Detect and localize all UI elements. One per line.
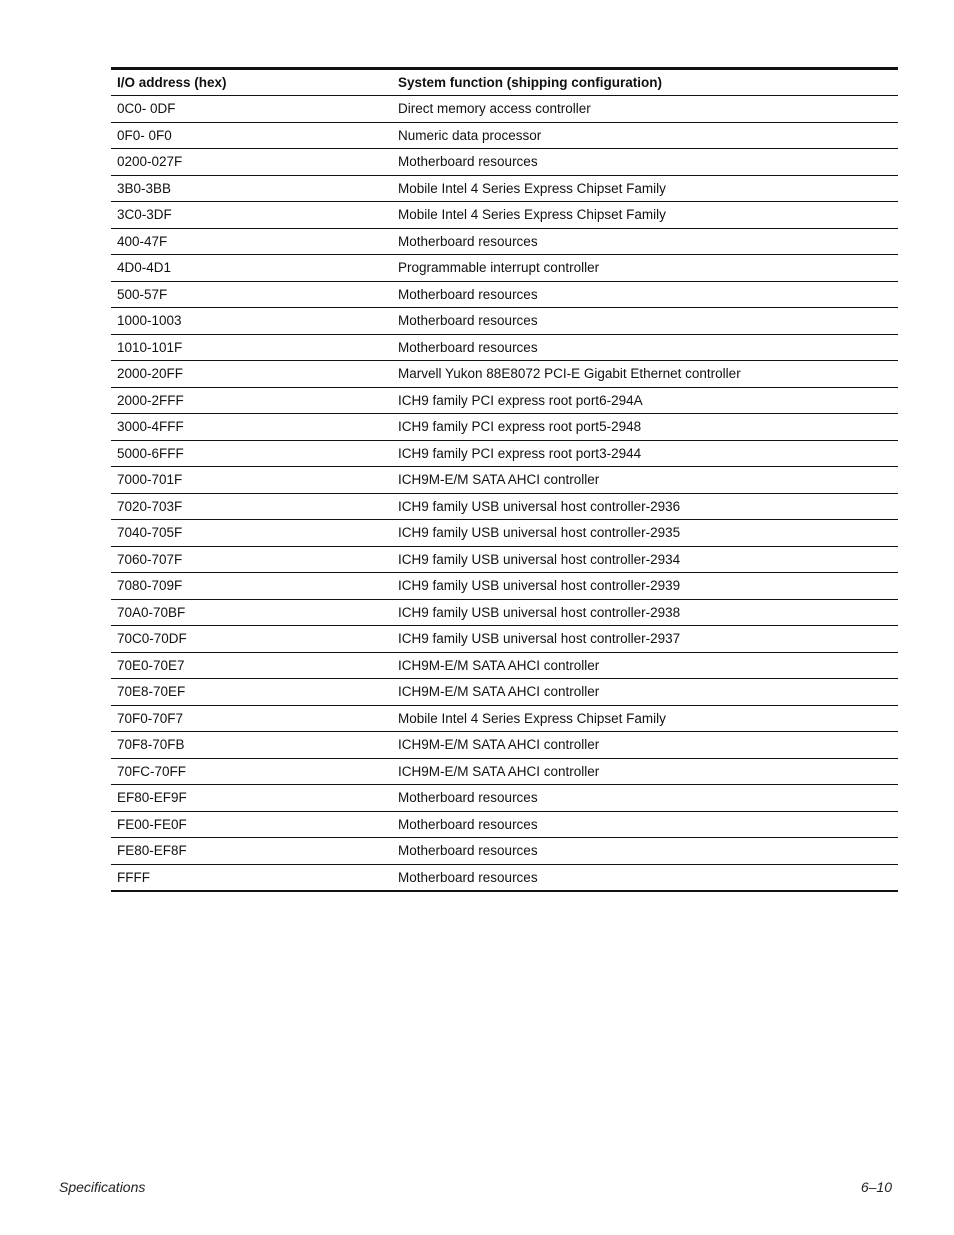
- io-address-cell: 7000-701F: [117, 472, 183, 488]
- io-address-cell: FE80-EF8F: [117, 843, 187, 859]
- table-row: [111, 838, 898, 865]
- system-function-cell: ICH9 family PCI express root port5-2948: [398, 419, 642, 435]
- system-function-cell: ICH9 family USB universal host controller-2937: [398, 631, 681, 647]
- io-address-cell: 7060-707F: [117, 551, 183, 567]
- io-address-cell: 70E0-70E7: [117, 657, 185, 673]
- table-row: [111, 149, 898, 176]
- io-address-cell: 70E8-70EF: [117, 684, 186, 700]
- io-address-cell: FE00-FE0F: [117, 816, 187, 832]
- table-row: [111, 467, 898, 494]
- table-row: [111, 573, 898, 600]
- system-function-cell: Numeric data processor: [398, 127, 542, 143]
- table-row: [111, 440, 898, 467]
- table-row: [111, 175, 898, 202]
- io-address-cell: FFFF: [117, 869, 150, 885]
- system-function-cell: ICH9M-E/M SATA AHCI controller: [398, 737, 600, 753]
- system-function-cell: Mobile Intel 4 Series Express Chipset Family: [398, 207, 666, 223]
- system-function-cell: Motherboard resources: [398, 339, 538, 355]
- system-function-cell: Motherboard resources: [398, 154, 538, 170]
- io-address-cell: 5000-6FFF: [117, 445, 184, 461]
- system-function-cell: Mobile Intel 4 Series Express Chipset Family: [398, 710, 666, 726]
- system-function-cell: Motherboard resources: [398, 843, 538, 859]
- io-address-cell: 4D0-4D1: [117, 260, 172, 276]
- io-address-cell: 500-57F: [117, 286, 168, 302]
- table-row: [111, 705, 898, 732]
- system-function-cell: ICH9 family USB universal host controller-2939: [398, 578, 681, 594]
- table-row: [111, 255, 898, 282]
- table-row: [111, 626, 898, 653]
- system-function-cell: ICH9 family PCI express root port6-294A: [398, 392, 643, 408]
- io-address-cell: 0F0- 0F0: [117, 127, 172, 143]
- system-function-cell: ICH9M-E/M SATA AHCI controller: [398, 472, 600, 488]
- table-body: [111, 96, 898, 892]
- table-row: [111, 652, 898, 679]
- table-row: [111, 599, 898, 626]
- system-function-cell: ICH9 family USB universal host controller-2936: [398, 498, 681, 514]
- system-function-cell: ICH9 family PCI express root port3-2944: [398, 445, 642, 461]
- table-row: [111, 546, 898, 573]
- io-address-cell: 3000-4FFF: [117, 419, 184, 435]
- table-row: [111, 281, 898, 308]
- table-row: [111, 785, 898, 812]
- table-row: [111, 334, 898, 361]
- system-function-cell: Motherboard resources: [398, 313, 538, 329]
- system-function-cell: ICH9M-E/M SATA AHCI controller: [398, 657, 600, 673]
- table-row: [111, 864, 898, 891]
- system-function-cell: Marvell Yukon 88E8072 PCI-E Gigabit Ethernet controller: [398, 366, 741, 382]
- system-function-cell: Motherboard resources: [398, 286, 538, 302]
- io-address-cell: 0C0- 0DF: [117, 101, 176, 117]
- table-row: [111, 228, 898, 255]
- table-row: [111, 493, 898, 520]
- table-row: [111, 202, 898, 229]
- column-header-io-address: I/O address (hex): [117, 75, 227, 90]
- table-header-row: [111, 69, 898, 96]
- io-address-cell: 70C0-70DF: [117, 631, 187, 647]
- io-address-cell: 2000-20FF: [117, 366, 184, 382]
- system-function-cell: Programmable interrupt controller: [398, 260, 600, 276]
- table-row: [111, 122, 898, 149]
- table-row: [111, 96, 898, 123]
- system-function-cell: Motherboard resources: [398, 790, 538, 806]
- system-function-cell: ICH9 family USB universal host controller-2935: [398, 525, 681, 541]
- system-function-cell: Motherboard resources: [398, 816, 538, 832]
- io-address-cell: 400-47F: [117, 233, 168, 249]
- footer-section-title: Specifications: [59, 1179, 146, 1195]
- table-row: [111, 679, 898, 706]
- page-number: 6–10: [860, 1179, 892, 1195]
- table-row: [111, 811, 898, 838]
- io-address-cell: 70FC-70FF: [117, 763, 187, 779]
- table-row: [111, 414, 898, 441]
- table-row: [111, 758, 898, 785]
- table-row: [111, 308, 898, 335]
- system-function-cell: ICH9M-E/M SATA AHCI controller: [398, 684, 600, 700]
- io-address-table: [111, 67, 898, 892]
- io-address-cell: 7020-703F: [117, 498, 183, 514]
- io-address-cell: 3B0-3BB: [117, 180, 172, 196]
- system-function-cell: Mobile Intel 4 Series Express Chipset Family: [398, 180, 666, 196]
- io-address-cell: 7080-709F: [117, 578, 183, 594]
- io-address-cell: 70A0-70BF: [117, 604, 186, 620]
- io-address-cell: 2000-2FFF: [117, 392, 184, 408]
- io-address-cell: EF80-EF9F: [117, 790, 187, 806]
- system-function-cell: Direct memory access controller: [398, 101, 591, 117]
- io-address-cell: 3C0-3DF: [117, 207, 172, 223]
- system-function-cell: ICH9M-E/M SATA AHCI controller: [398, 763, 600, 779]
- io-address-cell: 1000-1003: [117, 313, 182, 329]
- io-address-cell: 70F0-70F7: [117, 710, 184, 726]
- table-row: [111, 732, 898, 759]
- system-function-cell: ICH9 family USB universal host controller-2934: [398, 551, 681, 567]
- table-row: [111, 520, 898, 547]
- io-address-cell: 0200-027F: [117, 154, 183, 170]
- column-header-system-function: System function (shipping configuration): [398, 75, 662, 90]
- system-function-cell: Motherboard resources: [398, 869, 538, 885]
- system-function-cell: ICH9 family USB universal host controller-2938: [398, 604, 681, 620]
- io-address-cell: 7040-705F: [117, 525, 183, 541]
- io-address-cell: 1010-101F: [117, 339, 183, 355]
- table-row: [111, 387, 898, 414]
- io-address-cell: 70F8-70FB: [117, 737, 185, 753]
- system-function-cell: Motherboard resources: [398, 233, 538, 249]
- table-row: [111, 361, 898, 388]
